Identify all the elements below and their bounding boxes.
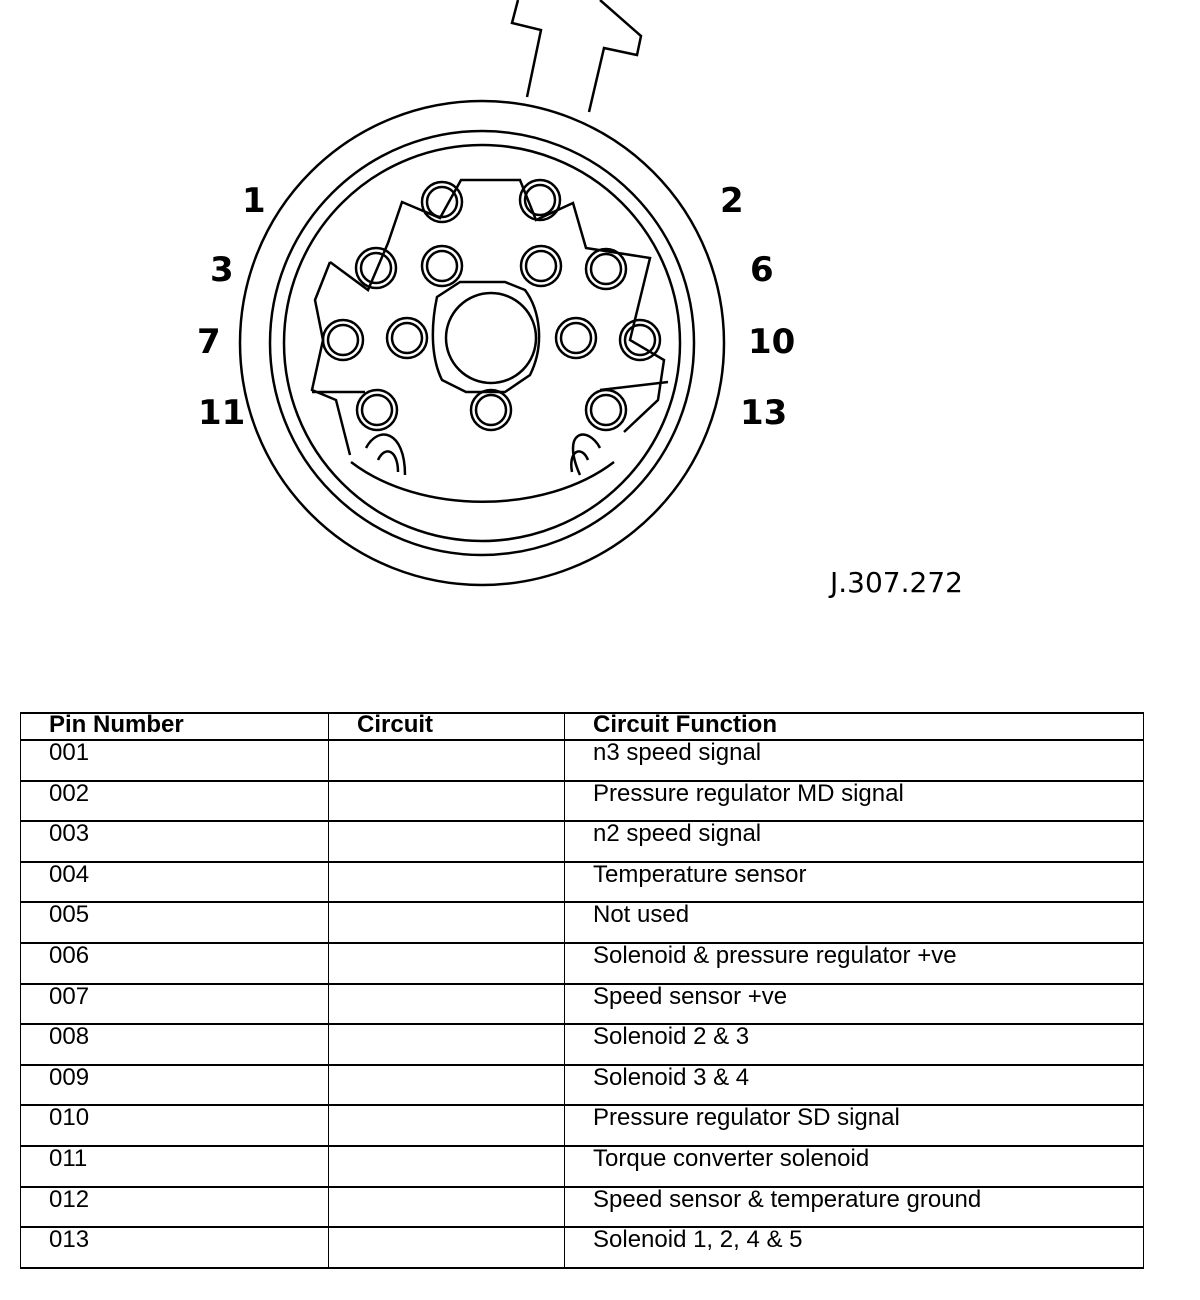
pin-number-cell: 013	[21, 1227, 329, 1268]
circuit-function-cell: Speed sensor & temperature ground	[565, 1187, 1144, 1228]
pin-label-10: 10	[748, 322, 796, 362]
circuit-function-cell: Temperature sensor	[565, 862, 1144, 903]
table-row	[21, 1146, 1144, 1187]
table-row	[21, 821, 1144, 862]
table-row	[21, 862, 1144, 903]
table-row	[21, 943, 1144, 984]
circuit-cell	[329, 1187, 565, 1228]
insert-outline	[312, 180, 668, 502]
circuit-function-cell: Solenoid 2 & 3	[565, 1024, 1144, 1065]
pin-hole	[591, 395, 621, 425]
table-row	[21, 1187, 1144, 1228]
pin-hole	[476, 395, 506, 425]
left-latch	[366, 435, 405, 475]
pin-number-cell: 001	[21, 740, 329, 781]
pin-label-7: 7	[197, 322, 221, 362]
circuit-cell	[329, 1105, 565, 1146]
reference-code: J.307.272	[830, 566, 963, 599]
table-row	[21, 1105, 1144, 1146]
pin-label-11: 11	[198, 393, 246, 433]
pin-table-body	[21, 740, 1144, 1268]
circuit-cell	[329, 1227, 565, 1268]
pin-hole	[591, 254, 621, 284]
circuit-cell	[329, 1065, 565, 1106]
pin-number-cell: 006	[21, 943, 329, 984]
circuit-function-cell: Torque converter solenoid	[565, 1146, 1144, 1187]
circuit-cell	[329, 1146, 565, 1187]
pin-number-cell: 009	[21, 1065, 329, 1106]
locking-tab	[512, 0, 641, 112]
pin-number-cell: 002	[21, 781, 329, 822]
table-row	[21, 902, 1144, 943]
right-latch	[571, 435, 600, 475]
pin-number-cell: 010	[21, 1105, 329, 1146]
table-row	[21, 1024, 1144, 1065]
pin-hole	[362, 395, 392, 425]
circuit-function-cell: Solenoid 1, 2, 4 & 5	[565, 1227, 1144, 1268]
header-pin-number: Pin Number	[21, 713, 329, 740]
pin-hole	[561, 323, 591, 353]
pin-hole	[392, 323, 422, 353]
pin-hole	[328, 325, 358, 355]
circuit-cell	[329, 984, 565, 1025]
circuit-cell	[329, 1024, 565, 1065]
table-header-row	[21, 713, 1144, 740]
table-row	[21, 1227, 1144, 1268]
pin-number-cell: 005	[21, 902, 329, 943]
circuit-cell	[329, 943, 565, 984]
header-circuit: Circuit	[329, 713, 565, 740]
pin-number-cell: 008	[21, 1024, 329, 1065]
table-row	[21, 781, 1144, 822]
circuit-cell	[329, 740, 565, 781]
circuit-function-cell: n3 speed signal	[565, 740, 1144, 781]
pin-number-cell: 007	[21, 984, 329, 1025]
pin-number-cell: 011	[21, 1146, 329, 1187]
pin-label-13: 13	[740, 393, 788, 433]
circuit-function-cell: Solenoid & pressure regulator +ve	[565, 943, 1144, 984]
circuit-cell	[329, 821, 565, 862]
pin-label-1: 1	[242, 181, 266, 221]
circuit-function-cell: Pressure regulator SD signal	[565, 1105, 1144, 1146]
center-post-base	[433, 282, 539, 392]
center-post	[446, 293, 536, 383]
pin-table-container	[20, 712, 1143, 1269]
table-row	[21, 984, 1144, 1025]
pin-label-3: 3	[210, 250, 234, 290]
circuit-function-cell: Not used	[565, 902, 1144, 943]
header-circuit-function: Circuit Function	[565, 713, 1144, 740]
outer-ring	[240, 101, 724, 585]
circuit-function-cell: Solenoid 3 & 4	[565, 1065, 1144, 1106]
circuit-cell	[329, 902, 565, 943]
pin-table	[20, 712, 1144, 1269]
pin-label-2: 2	[720, 181, 744, 221]
pin-number-cell: 012	[21, 1187, 329, 1228]
table-row	[21, 1065, 1144, 1106]
pin-hole	[526, 251, 556, 281]
pin-hole	[427, 251, 457, 281]
table-row	[21, 740, 1144, 781]
pin-hole	[361, 253, 391, 283]
pin-number-cell: 004	[21, 862, 329, 903]
circuit-function-cell: n2 speed signal	[565, 821, 1144, 862]
connector-diagram	[0, 0, 1200, 640]
pin-number-cell: 003	[21, 821, 329, 862]
circuit-function-cell: Pressure regulator MD signal	[565, 781, 1144, 822]
circuit-cell	[329, 862, 565, 903]
middle-ring	[270, 131, 694, 555]
circuit-cell	[329, 781, 565, 822]
pin-label-6: 6	[750, 250, 774, 290]
circuit-function-cell: Speed sensor +ve	[565, 984, 1144, 1025]
pin-hole	[525, 185, 555, 215]
